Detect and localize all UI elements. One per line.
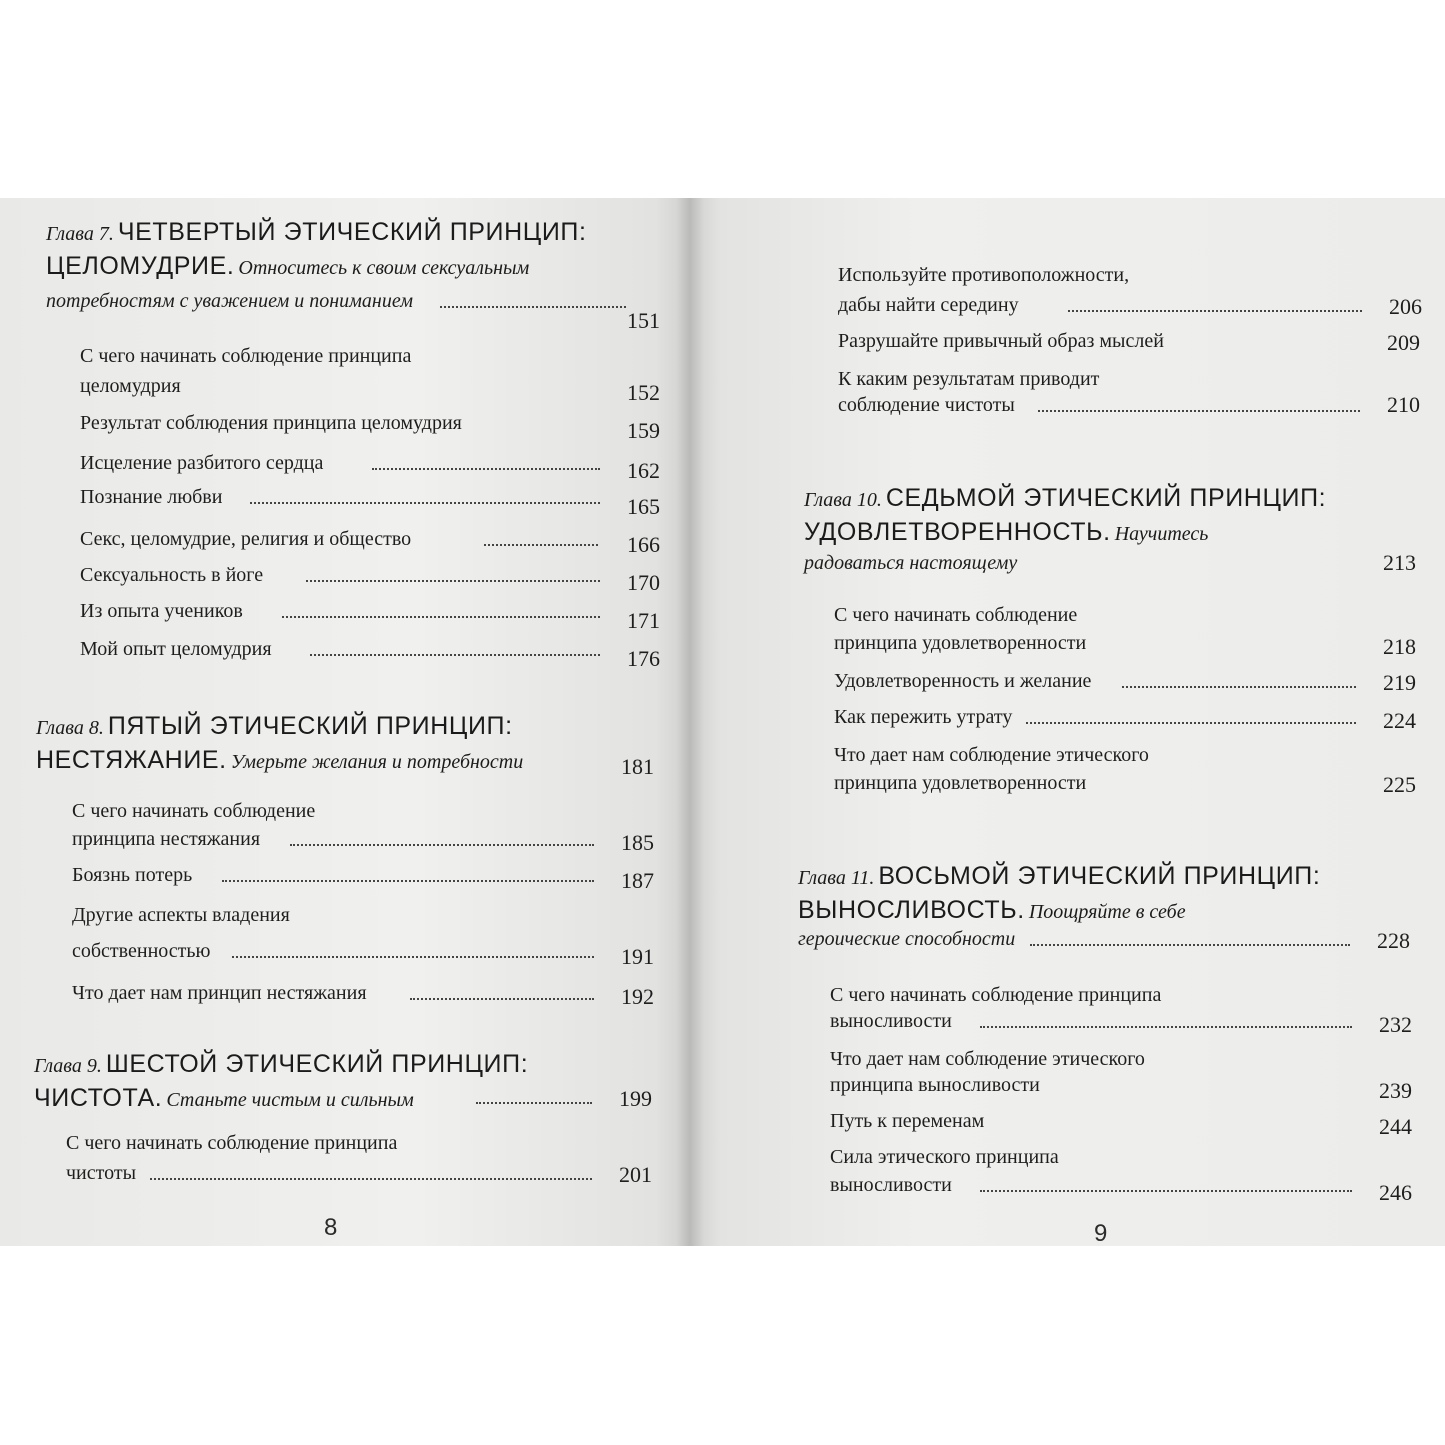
toc-entry: Исцеление разбитого сердца [80, 452, 324, 474]
page-number: 219 [1383, 670, 1416, 695]
chapter-subtitle: Поощряйте в себе [1028, 901, 1186, 923]
page-number: 187 [621, 868, 654, 893]
chapter-title: ВОСЬМОЙ ЭТИЧЕСКИЙ ПРИНЦИП: [878, 862, 1321, 890]
chapter-label: Глава 8. [36, 717, 104, 739]
chapter-subtitle: героические способности [798, 928, 1016, 950]
toc-entry: принципа удовлетворенности [834, 772, 1087, 794]
toc-entry: С чего начинать соблюдение принципа [80, 345, 412, 367]
toc-entry: С чего начинать соблюдение [72, 800, 316, 822]
chapter-subtitle: Относитесь к своим сексуальным [238, 257, 530, 279]
toc-entry: С чего начинать соблюдение принципа [830, 984, 1162, 1006]
toc-entry: Что дает нам принцип нестяжания [72, 982, 367, 1004]
page-number: 201 [619, 1162, 652, 1187]
leader-dots [980, 1186, 1352, 1192]
chapter-title: ЦЕЛОМУДРИЕ. [46, 252, 235, 280]
leader-dots [440, 302, 626, 308]
leader-dots [410, 994, 594, 1000]
toc-entry: принципа удовлетворенности [834, 632, 1087, 654]
toc-entry: Познание любви [80, 486, 223, 508]
leader-dots [1038, 406, 1360, 412]
toc-entry: собственностью [72, 940, 211, 962]
leader-dots [232, 952, 594, 958]
chapter-title: ПЯТЫЙ ЭТИЧЕСКИЙ ПРИНЦИП: [107, 712, 513, 740]
chapter-9-heading [34, 1050, 528, 1079]
leader-dots [1122, 682, 1356, 688]
page-number: 192 [621, 984, 654, 1009]
page-number: 181 [621, 754, 654, 779]
leader-dots [476, 1098, 592, 1104]
page-number: 199 [619, 1086, 652, 1111]
toc-entry: Разрушайте привычный образ мыслей [838, 330, 1164, 352]
toc-entry: принципа выносливости [830, 1074, 1040, 1096]
chapter-subtitle: Станьте чистым и сильным [166, 1089, 414, 1111]
leader-dots [306, 576, 600, 582]
leader-dots [1068, 306, 1362, 312]
toc-entry: выносливости [830, 1010, 952, 1032]
page-number: 176 [627, 646, 660, 671]
page-number: 206 [1389, 294, 1422, 319]
leader-dots [290, 840, 594, 846]
toc-entry: Что дает нам соблюдение этического [834, 744, 1149, 766]
right-page [690, 198, 1445, 1246]
toc-entry: выносливости [830, 1174, 952, 1196]
chapter-9-heading-line2 [34, 1084, 414, 1113]
page-number: 159 [627, 418, 660, 443]
chapter-7-heading [46, 218, 587, 247]
toc-entry: Как пережить утрату [834, 706, 1013, 728]
page-number: 165 [627, 494, 660, 519]
chapter-label: Глава 7. [46, 223, 114, 245]
toc-entry: Сексуальность в йоге [80, 564, 264, 586]
toc-entry: Из опыта учеников [80, 600, 243, 622]
page-number: 246 [1379, 1180, 1412, 1205]
page-folio: 9 [1094, 1220, 1108, 1247]
chapter-subtitle: потребностям с уважением и пониманием [46, 290, 413, 312]
leader-dots [1030, 940, 1350, 946]
toc-entry: Боязнь потерь [72, 864, 193, 886]
chapter-10-heading [804, 484, 1326, 513]
chapter-title: ШЕСТОЙ ЭТИЧЕСКИЙ ПРИНЦИП: [105, 1050, 529, 1078]
toc-entry: чистоты [66, 1162, 137, 1184]
toc-entry: дабы найти середину [838, 294, 1019, 316]
toc-entry: Секс, целомудрие, религия и общество [80, 528, 412, 550]
toc-entry: Мой опыт целомудрия [80, 638, 272, 660]
leader-dots [484, 540, 598, 546]
leader-dots [980, 1022, 1352, 1028]
page-number: 224 [1383, 708, 1416, 733]
page-number: 171 [627, 608, 660, 633]
toc-entry: соблюдение чистоты [838, 394, 1015, 416]
toc-entry: К каким результатам приводит [838, 368, 1100, 390]
page-number: 232 [1379, 1012, 1412, 1037]
leader-dots [282, 612, 600, 618]
chapter-label: Глава 10. [804, 489, 882, 511]
page-number: 228 [1377, 928, 1410, 953]
page-number: 244 [1379, 1114, 1412, 1139]
toc-entry: целомудрия [80, 375, 181, 397]
leader-dots [310, 650, 600, 656]
chapter-title: УДОВЛЕТВОРЕННОСТЬ. [804, 518, 1111, 546]
page-number: 162 [627, 458, 660, 483]
book-gutter-shadow [676, 198, 704, 1246]
page-number: 170 [627, 570, 660, 595]
chapter-subtitle: Умерьте желания и потребности [230, 751, 524, 773]
chapter-8-heading-line2 [36, 746, 523, 775]
toc-entry: С чего начинать соблюдение принципа [66, 1132, 398, 1154]
chapter-subtitle: радоваться настоящему [804, 552, 1018, 574]
page-number: 218 [1383, 634, 1416, 659]
toc-entry: Другие аспекты владения [72, 904, 290, 926]
left-page [0, 198, 690, 1246]
chapter-10-heading-line2 [804, 518, 1208, 547]
page-number: 209 [1387, 330, 1420, 355]
chapter-7-heading-line2 [46, 252, 529, 281]
chapter-label: Глава 9. [34, 1055, 102, 1077]
toc-entry: Сила этического принципа [830, 1146, 1059, 1168]
chapter-subtitle: Научитесь [1114, 523, 1209, 545]
page-number: 152 [627, 380, 660, 405]
page-number: 213 [1383, 550, 1416, 575]
page-number: 191 [621, 944, 654, 969]
chapter-11-heading-line2 [798, 896, 1186, 925]
leader-dots [372, 464, 600, 470]
leader-dots [250, 498, 600, 504]
toc-entry: С чего начинать соблюдение [834, 604, 1078, 626]
chapter-title: ВЫНОСЛИВОСТЬ. [798, 896, 1025, 924]
chapter-title: ЧИСТОТА. [34, 1084, 163, 1112]
page-number: 239 [1379, 1078, 1412, 1103]
toc-entry: Результат соблюдения принципа целомудрия [80, 412, 462, 434]
chapter-11-heading [798, 862, 1320, 891]
leader-dots [1026, 718, 1356, 724]
chapter-label: Глава 11. [798, 867, 875, 889]
toc-entry: Используйте противоположности, [838, 264, 1130, 286]
chapter-title: СЕДЬМОЙ ЭТИЧЕСКИЙ ПРИНЦИП: [885, 484, 1327, 512]
leader-dots [222, 876, 594, 882]
chapter-title: НЕСТЯЖАНИЕ. [36, 746, 227, 774]
toc-entry: Что дает нам соблюдение этического [830, 1048, 1145, 1070]
page-number: 166 [627, 532, 660, 557]
page-number: 185 [621, 830, 654, 855]
toc-entry: Путь к переменам [830, 1110, 985, 1132]
toc-entry: принципа нестяжания [72, 828, 261, 850]
page-number: 151 [627, 308, 660, 333]
page-folio: 8 [324, 1214, 338, 1241]
leader-dots [150, 1174, 592, 1180]
chapter-8-heading [36, 712, 513, 741]
book-spread [0, 198, 1445, 1246]
page-number: 210 [1387, 392, 1420, 417]
toc-entry: Удовлетворенность и желание [834, 670, 1092, 692]
page-number: 225 [1383, 772, 1416, 797]
chapter-title: ЧЕТВЕРТЫЙ ЭТИЧЕСКИЙ ПРИНЦИП: [117, 218, 587, 246]
